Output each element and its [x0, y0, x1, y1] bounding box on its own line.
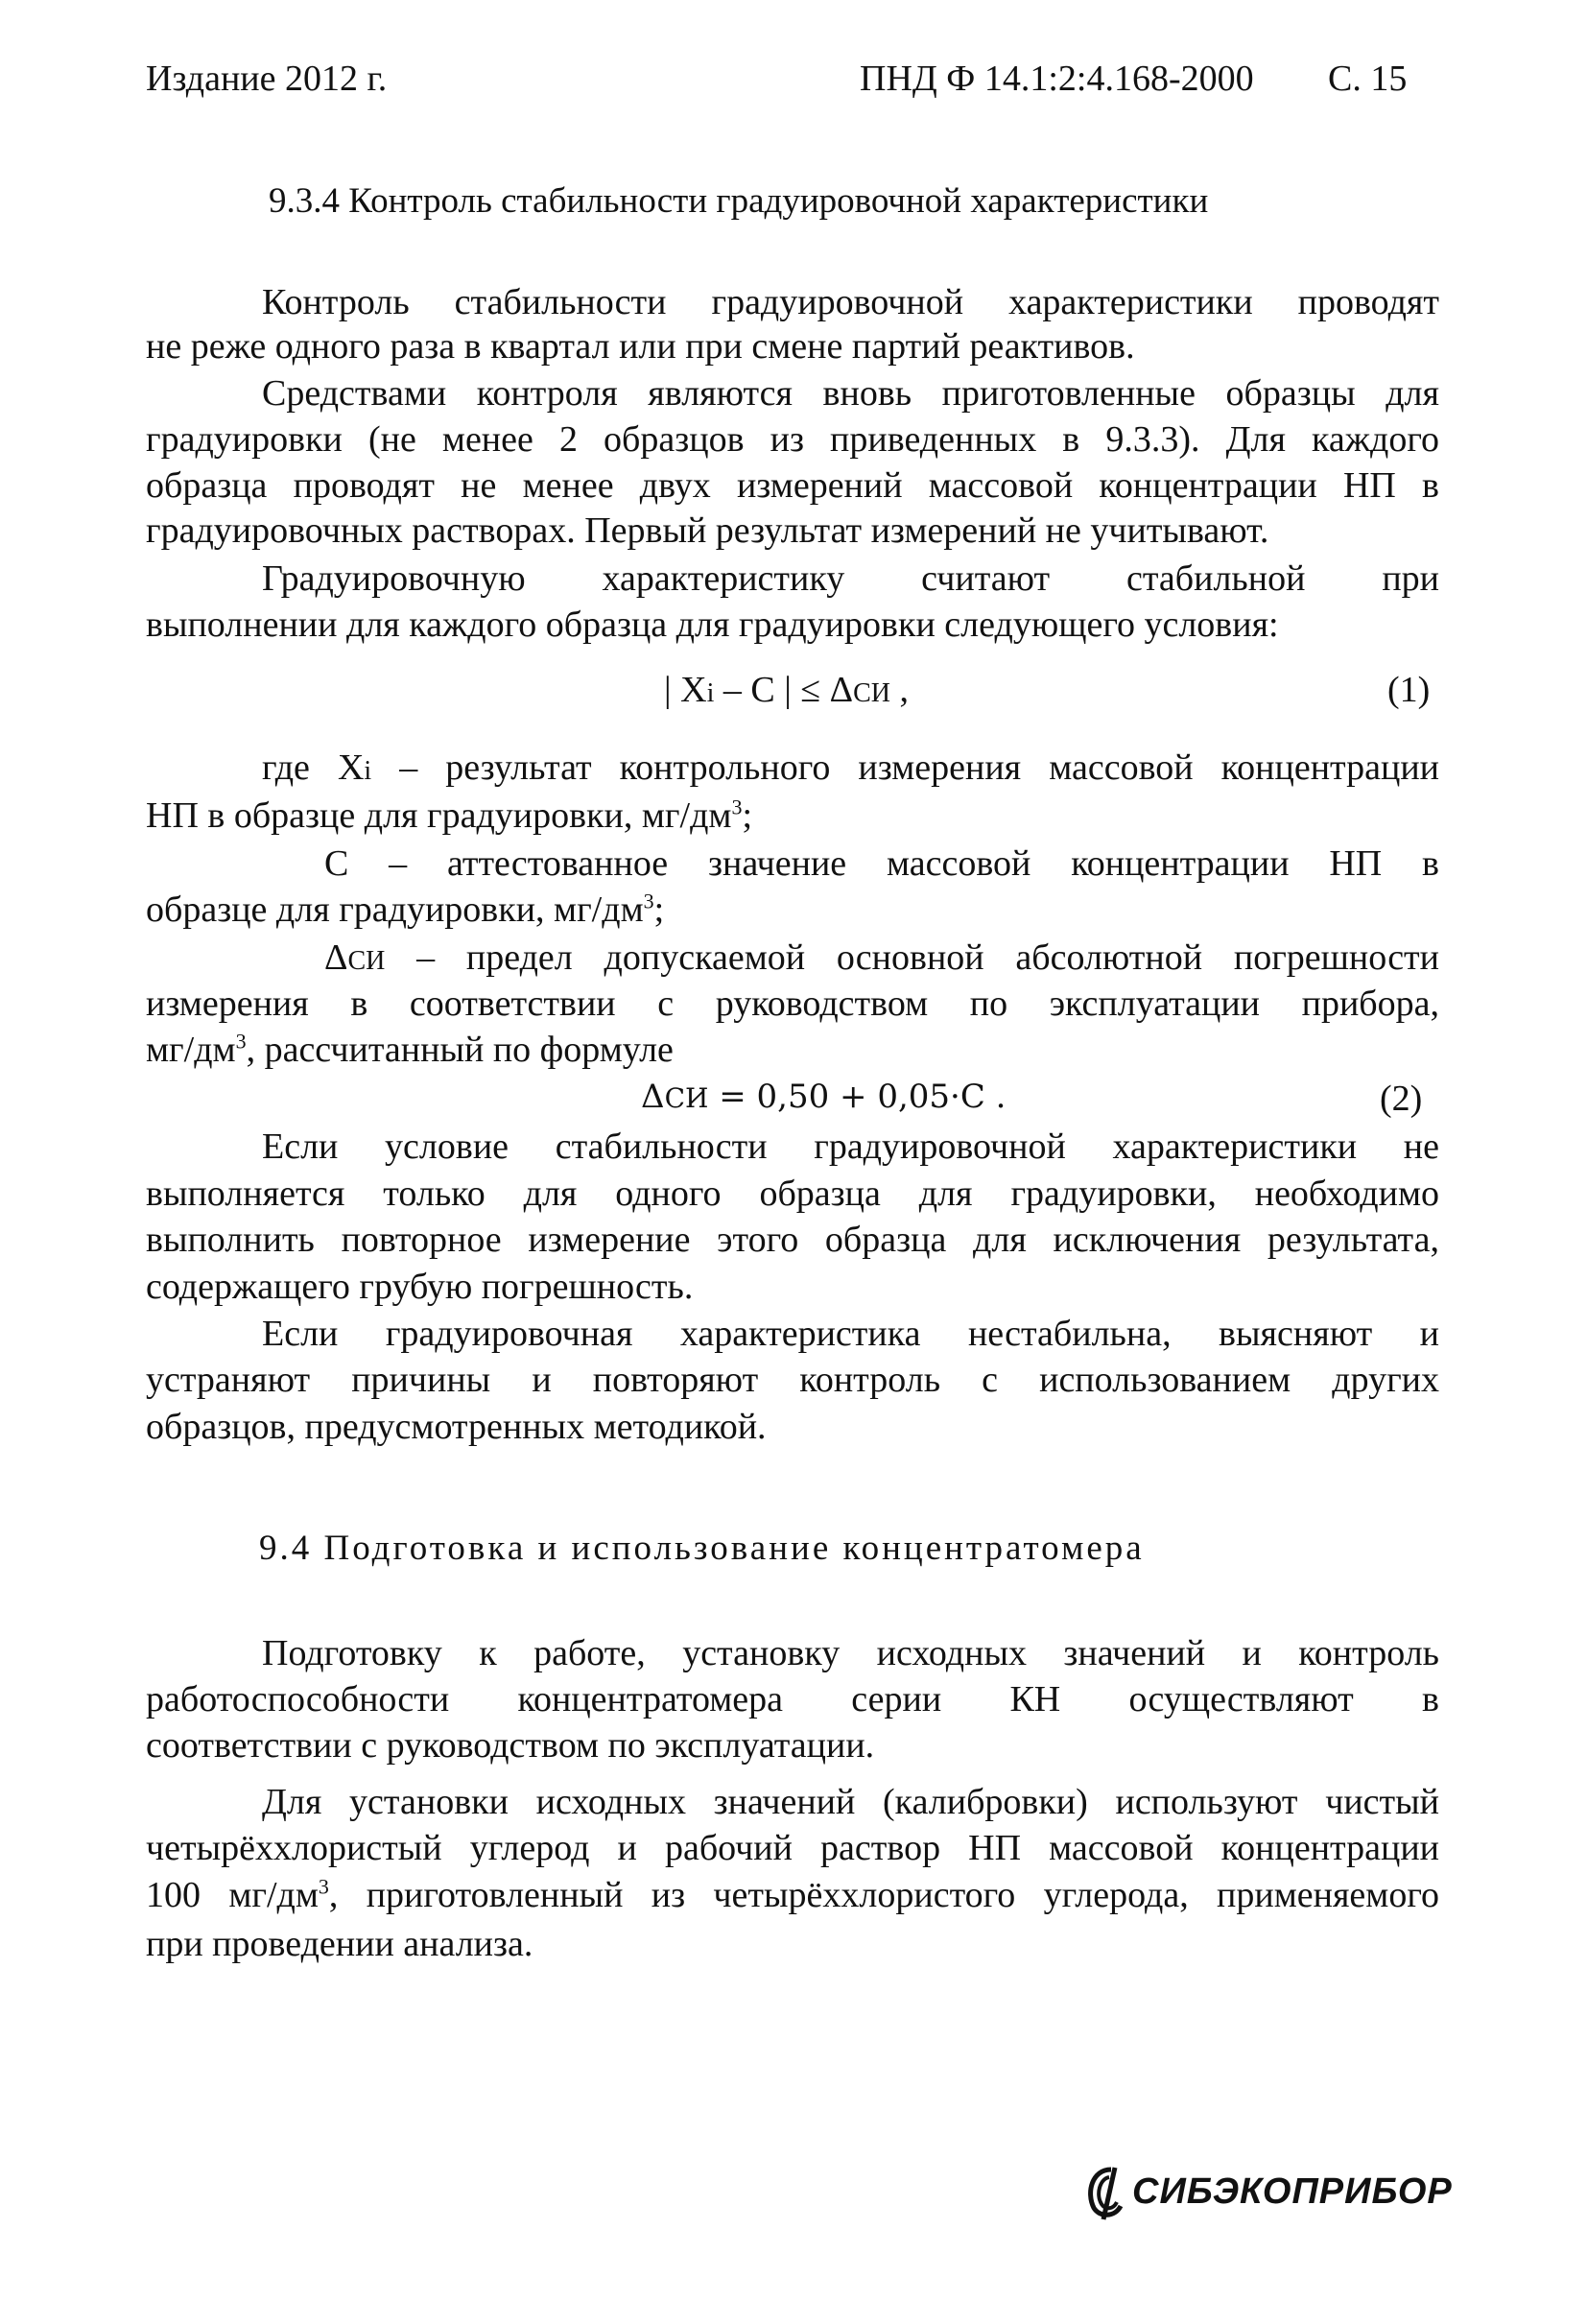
word: характеристику — [602, 558, 845, 599]
document-code: ПНД Ф 14.1:2:4.168-2000 — [860, 59, 1254, 99]
text-line — [146, 1028, 1439, 1072]
text-part: мг/дм — [146, 1030, 236, 1070]
text-line — [146, 888, 1439, 932]
superscript: 3 — [731, 794, 743, 819]
text-line: Средствами контроля являются вновь приготовленные образцы для — [262, 373, 1439, 414]
text-line: не реже одного раза в квартал или при смене партий реактивов. — [146, 326, 1135, 367]
text-line: образца проводят не менее двух измерений массовой концентрации НП в — [146, 465, 1439, 506]
text-line — [262, 746, 1439, 794]
text-line: выполнении для каждого образца для градуировки следующего условия: — [146, 605, 1279, 645]
text-line: Подготовку к работе, установку исходных значений и контроль — [262, 1633, 1439, 1673]
text-line: соответствии с руководством по эксплуатации. — [146, 1725, 875, 1766]
formula-part: = 0,50 + 0,05·С . — [708, 1078, 1007, 1116]
text-line: при проведении анализа. — [146, 1924, 533, 1964]
word: стабильной — [1126, 558, 1306, 599]
superscript: 3 — [643, 889, 654, 913]
text-part: , приготовленный из четырёххлористого углерода, применяемого — [328, 1875, 1439, 1915]
text-part: – результат контрольного измерения массовой концентрации — [371, 747, 1439, 788]
text-part: Δ — [324, 937, 348, 978]
subscript: СИ — [347, 946, 386, 976]
formula-2 — [641, 1078, 1006, 1116]
formula-1-number: (1) — [1387, 670, 1431, 710]
formula-part: , — [890, 670, 909, 710]
text-line: содержащего грубую погрешность. — [146, 1267, 694, 1307]
text-line: образцов, предусмотренных методикой. — [146, 1407, 767, 1447]
subscript: i — [364, 756, 372, 786]
word: при — [1382, 558, 1439, 599]
text-part: образце для градуировки, мг/дм — [146, 889, 644, 930]
superscript: 3 — [235, 1029, 247, 1054]
text-line — [146, 1873, 1439, 1917]
sibecopribor-logo — [1082, 2164, 1453, 2221]
word: считают — [921, 558, 1051, 599]
text-part: ; — [653, 889, 665, 930]
formula-subscript: СИ — [664, 1082, 709, 1114]
text-line: выполнить повторное измерение этого образца для исключения результата, — [146, 1220, 1439, 1260]
section-934-title: 9.3.4 Контроль стабильности градуировочной характеристики — [269, 181, 1209, 221]
text-line: измерения в соответствии с руководством по эксплуатации прибора, — [146, 984, 1439, 1024]
text-part: 100 мг/дм — [146, 1875, 319, 1915]
formula-part: Δ — [641, 1078, 665, 1116]
formula-subscript: СИ — [853, 678, 890, 708]
page-number: С. 15 — [1328, 59, 1408, 99]
superscript: 3 — [318, 1874, 329, 1899]
formula-1 — [664, 669, 909, 711]
text-line: Если условие стабильности градуировочной характеристики не — [262, 1126, 1439, 1167]
text-line: С – аттестованное значение массовой концентрации НП в — [324, 843, 1439, 884]
text-line: градуировочных растворах. Первый результат измерений не учитывают. — [146, 510, 1269, 551]
formula-part: | X — [664, 670, 707, 710]
formula-part: – C | ≤ Δ — [714, 670, 854, 710]
text-line: Если градуировочная характеристика нестабильна, выясняют и — [262, 1314, 1439, 1354]
text-line: работоспособности концентратомера серии КН осуществляют в — [146, 1679, 1439, 1719]
text-line — [262, 557, 1439, 601]
formula-2-number: (2) — [1380, 1079, 1423, 1119]
section-94-title: 9.4 Подготовка и использование концентратомера — [259, 1529, 1145, 1568]
text-line — [146, 794, 1439, 838]
text-part: где X — [262, 747, 365, 788]
text-line: Для установки исходных значений (калибровки) используют чистый — [262, 1782, 1439, 1822]
text-line: градуировки (не менее 2 образцов из приведенных в 9.3.3). Для каждого — [146, 419, 1439, 460]
text-part: НП в образце для градуировки, мг/дм — [146, 795, 732, 836]
logo-text: СИБЭКОПРИБОР — [1132, 2171, 1453, 2212]
text-line: выполняется только для одного образца для градуировки, необходимо — [146, 1174, 1439, 1214]
text-part: – предел допускаемой основной абсолютной погрешности — [385, 937, 1439, 978]
text-part: ; — [742, 795, 753, 836]
word: Градуировочную — [262, 558, 526, 599]
edition-label: Издание 2012 г. — [146, 59, 388, 99]
text-line: Контроль стабильности градуировочной характеристики проводят — [262, 282, 1439, 322]
sibecopribor-logo-icon — [1082, 2164, 1130, 2221]
formula-subscript: i — [706, 678, 715, 708]
text-part: , рассчитанный по формуле — [246, 1030, 674, 1070]
text-line: четырёххлористый углерод и рабочий раствор НП массовой концентрации — [146, 1828, 1439, 1868]
text-line — [324, 936, 1439, 984]
text-line: устраняют причины и повторяют контроль с использованием других — [146, 1360, 1439, 1400]
